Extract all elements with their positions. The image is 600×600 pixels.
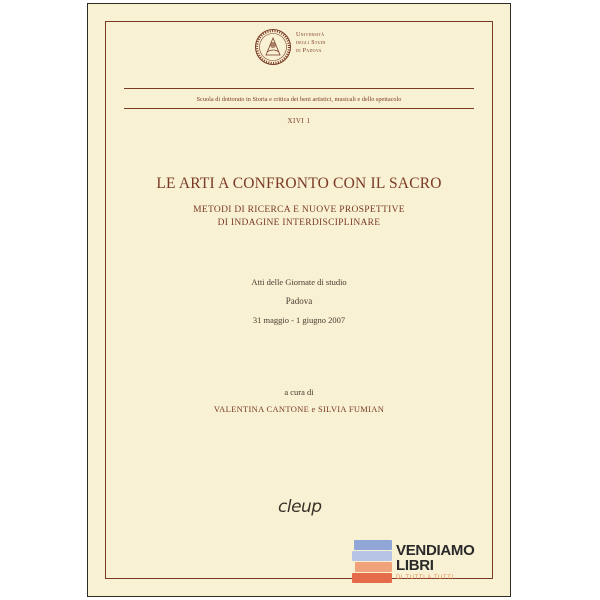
university-line1: Università	[296, 32, 325, 38]
school-name: Scuola di dottorato in Storia e critica dei beni artistici, musicali e dello spettacolo	[196, 96, 402, 103]
subtitle-line2: DI INDAGINE INTERDISCIPLINARE	[217, 218, 381, 228]
book-title: LE ARTI A CONFRONTO CON IL SACRO	[156, 175, 442, 192]
university-line3: di Padova	[296, 48, 322, 54]
city: Padova	[285, 296, 313, 306]
book-2	[352, 551, 392, 561]
event-dates: 31 maggio - 1 giugno 2007	[252, 315, 346, 325]
university-seal-icon	[254, 28, 292, 66]
watermark-line2: LIBRI	[396, 557, 434, 574]
watermark-line1: VENDIAMO	[396, 542, 475, 559]
watermark	[352, 540, 492, 592]
book-1	[354, 540, 392, 550]
book-cover	[87, 3, 511, 597]
watermark-text	[396, 543, 474, 581]
watermark-line3: DI TUTTI A TUTTI	[396, 575, 454, 581]
university-line2: degli Studi	[296, 40, 326, 46]
publisher-logo: cleup	[278, 497, 322, 517]
books-stack-icon	[352, 540, 392, 592]
curator-label: a cura di	[284, 387, 314, 397]
book-3	[355, 562, 392, 572]
school-rule	[124, 108, 474, 109]
proceedings-label: Atti delle Giornate di studio	[251, 277, 347, 287]
series-number: XIVI 1	[287, 117, 311, 125]
university-name	[296, 31, 326, 55]
book-4	[352, 573, 392, 583]
top-rule	[124, 88, 474, 89]
curators: VALENTINA CANTONE e SILVIA FUMIAN	[213, 404, 385, 414]
subtitle-line1: METODI DI RICERCA E NUOVE PROSPETTIVE	[193, 205, 405, 215]
